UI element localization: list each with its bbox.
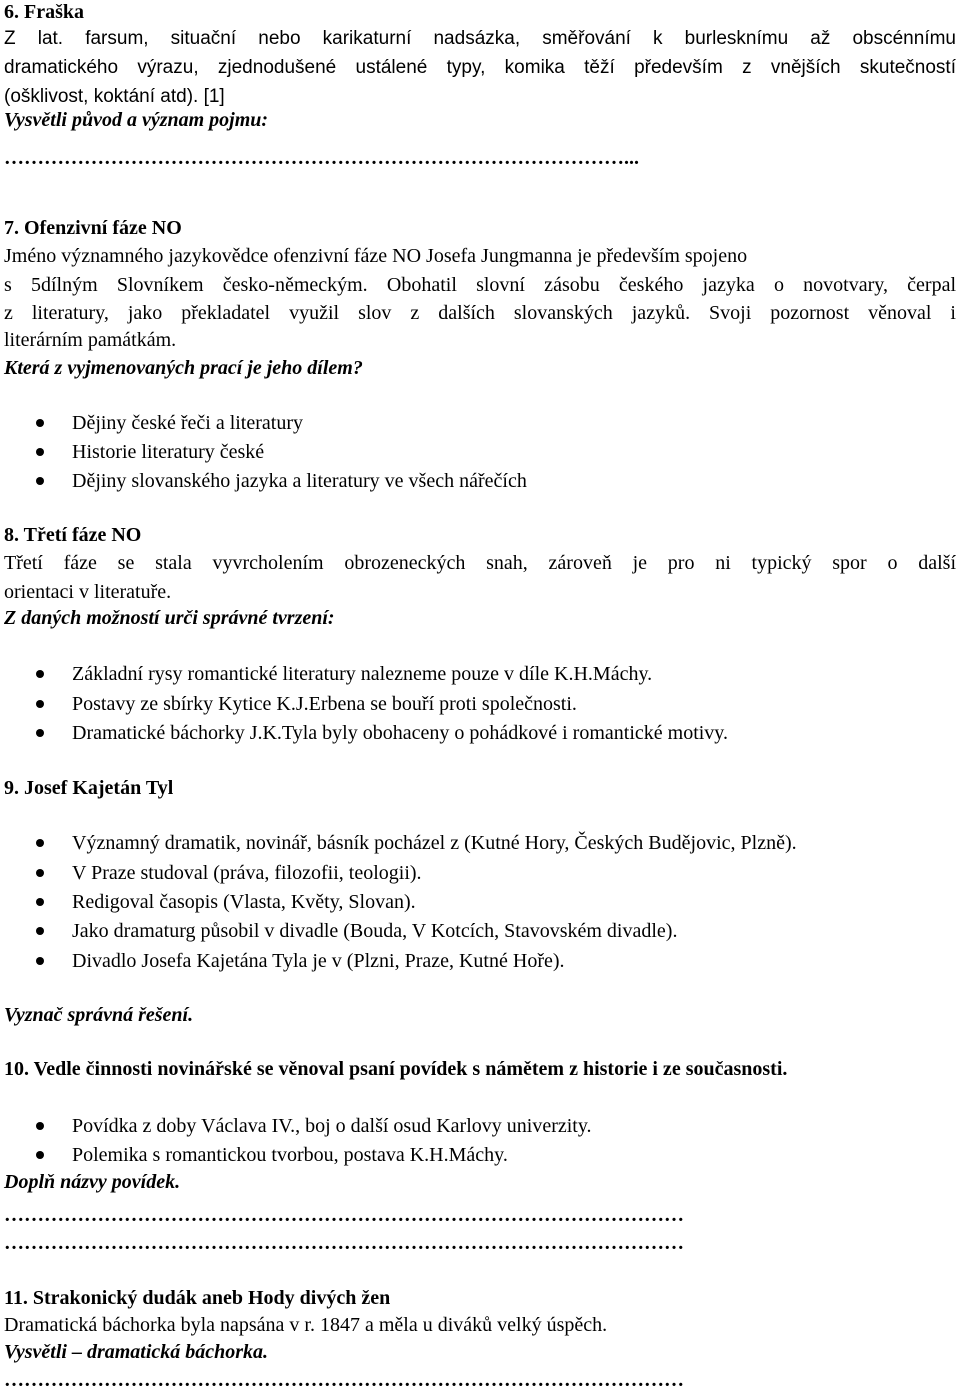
list-item: Divadlo Josefa Kajetána Tyla je v (Plzni, Praze, Kutné Hoře). bbox=[72, 950, 565, 972]
bullet-icon bbox=[36, 477, 44, 485]
section-10-answer-dots-1: ………………………………………………………………………………………… bbox=[4, 1204, 684, 1226]
list-item: Polemika s romantickou tvorbou, postava K.H.Máchy. bbox=[72, 1144, 508, 1166]
bullet-icon bbox=[36, 670, 44, 678]
list-item: Dramatické báchorky J.K.Tyla byly obohaceny o pohádkové i romantické motivy. bbox=[72, 722, 729, 744]
bullet-icon bbox=[36, 1151, 44, 1159]
list-item: Dějiny české řeči a literatury bbox=[72, 412, 303, 434]
section-11-title: 11. Strakonický dudák aneb Hody divých žen bbox=[4, 1287, 391, 1309]
list-item: Základní rysy romantické literatury nalezneme pouze v díle K.H.Máchy. bbox=[72, 663, 653, 685]
bullet-icon bbox=[36, 927, 44, 935]
section-7-title: 7. Ofenzivní fáze NO bbox=[4, 217, 182, 239]
section-7-line-2: s 5dílným Slovníkem česko-německým. Obohatil slovní zásobu českého jazyka o novotvary, čerpal bbox=[4, 274, 956, 296]
section-8-line-2: orientaci v literatuře. bbox=[4, 581, 172, 603]
section-8-task: Z daných možností urči správné tvrzení: bbox=[4, 607, 335, 629]
section-10-title: 10. Vedle činnosti novinářské se věnoval psaní povídek s námětem z historie i ze současnosti. bbox=[4, 1058, 788, 1080]
section-9-title: 9. Josef Kajetán Tyl bbox=[4, 777, 174, 799]
section-9-task: Vyznač správná řešení. bbox=[4, 1004, 194, 1026]
bullet-icon bbox=[36, 700, 44, 708]
list-item: Redigoval časopis (Vlasta, Květy, Slovan). bbox=[72, 891, 416, 913]
bullet-icon bbox=[36, 419, 44, 427]
list-item: Povídka z doby Václava IV., boj o další osud Karlovy univerzity. bbox=[72, 1115, 592, 1137]
list-item: Postavy ze sbírky Kytice K.J.Erbena se bouří proti společnosti. bbox=[72, 693, 577, 715]
section-11-answer-dots: ………………………………………………………………………………………… bbox=[4, 1369, 684, 1391]
section-7-line-3: z literatury, jako překladatel využil slov z dalších slovanských jazyků. Svoji pozornost věnoval i bbox=[4, 302, 956, 324]
list-item: Jako dramaturg působil v divadle (Bouda, V Kotcích, Stavovském divadle). bbox=[72, 920, 678, 942]
bullet-icon bbox=[36, 839, 44, 847]
bullet-icon bbox=[36, 448, 44, 456]
bullet-icon bbox=[36, 869, 44, 877]
section-7-task: Která z vyjmenovaných prací je jeho dílem? bbox=[4, 357, 363, 379]
bullet-icon bbox=[36, 1122, 44, 1130]
list-item: Dějiny slovanského jazyka a literatury ve všech nářečích bbox=[72, 470, 527, 492]
section-6-answer-dots: …………………………………………………………………………………... bbox=[4, 147, 639, 169]
bullet-icon bbox=[36, 898, 44, 906]
section-6-task: Vysvětli původ a význam pojmu: bbox=[4, 109, 269, 131]
section-8-title: 8. Třetí fáze NO bbox=[4, 524, 142, 546]
section-11-line-1: Dramatická báchorka byla napsána v r. 1847 a měla u diváků velký úspěch. bbox=[4, 1314, 608, 1336]
list-item: Historie literatury české bbox=[72, 441, 265, 463]
list-item: Významný dramatik, novinář, básník pocházel z (Kutné Hory, Českých Budějovic, Plzně). bbox=[72, 832, 797, 854]
section-7-line-1: Jméno významného jazykovědce ofenzivní fáze NO Josefa Jungmanna je především spojeno bbox=[4, 245, 748, 267]
section-8-line-1: Třetí fáze se stala vyvrcholením obrozeneckých snah, zároveň je pro ni typický spor o další bbox=[4, 552, 956, 574]
bullet-icon bbox=[36, 957, 44, 965]
section-7-line-4: literárním památkám. bbox=[4, 329, 177, 351]
section-6-line-3: (ošklivost, koktání atd). [1] bbox=[4, 86, 225, 107]
list-item: V Praze studoval (práva, filozofii, teologii). bbox=[72, 862, 422, 884]
section-10-answer-dots-2: ………………………………………………………………………………………… bbox=[4, 1232, 684, 1254]
section-6-line-1: Z lat. farsum, situační nebo karikaturní nadsázka, směřování k burlesknímu až obscénnímu bbox=[4, 28, 956, 49]
section-6-title: 6. Fraška bbox=[4, 1, 84, 23]
bullet-icon bbox=[36, 729, 44, 737]
section-10-task: Doplň názvy povídek. bbox=[4, 1171, 181, 1193]
section-6-line-2: dramatického výrazu, zjednodušené ustálené typy, komika těží především z vnějších skutečností bbox=[4, 57, 956, 78]
section-11-task: Vysvětli – dramatická báchorka. bbox=[4, 1341, 269, 1363]
